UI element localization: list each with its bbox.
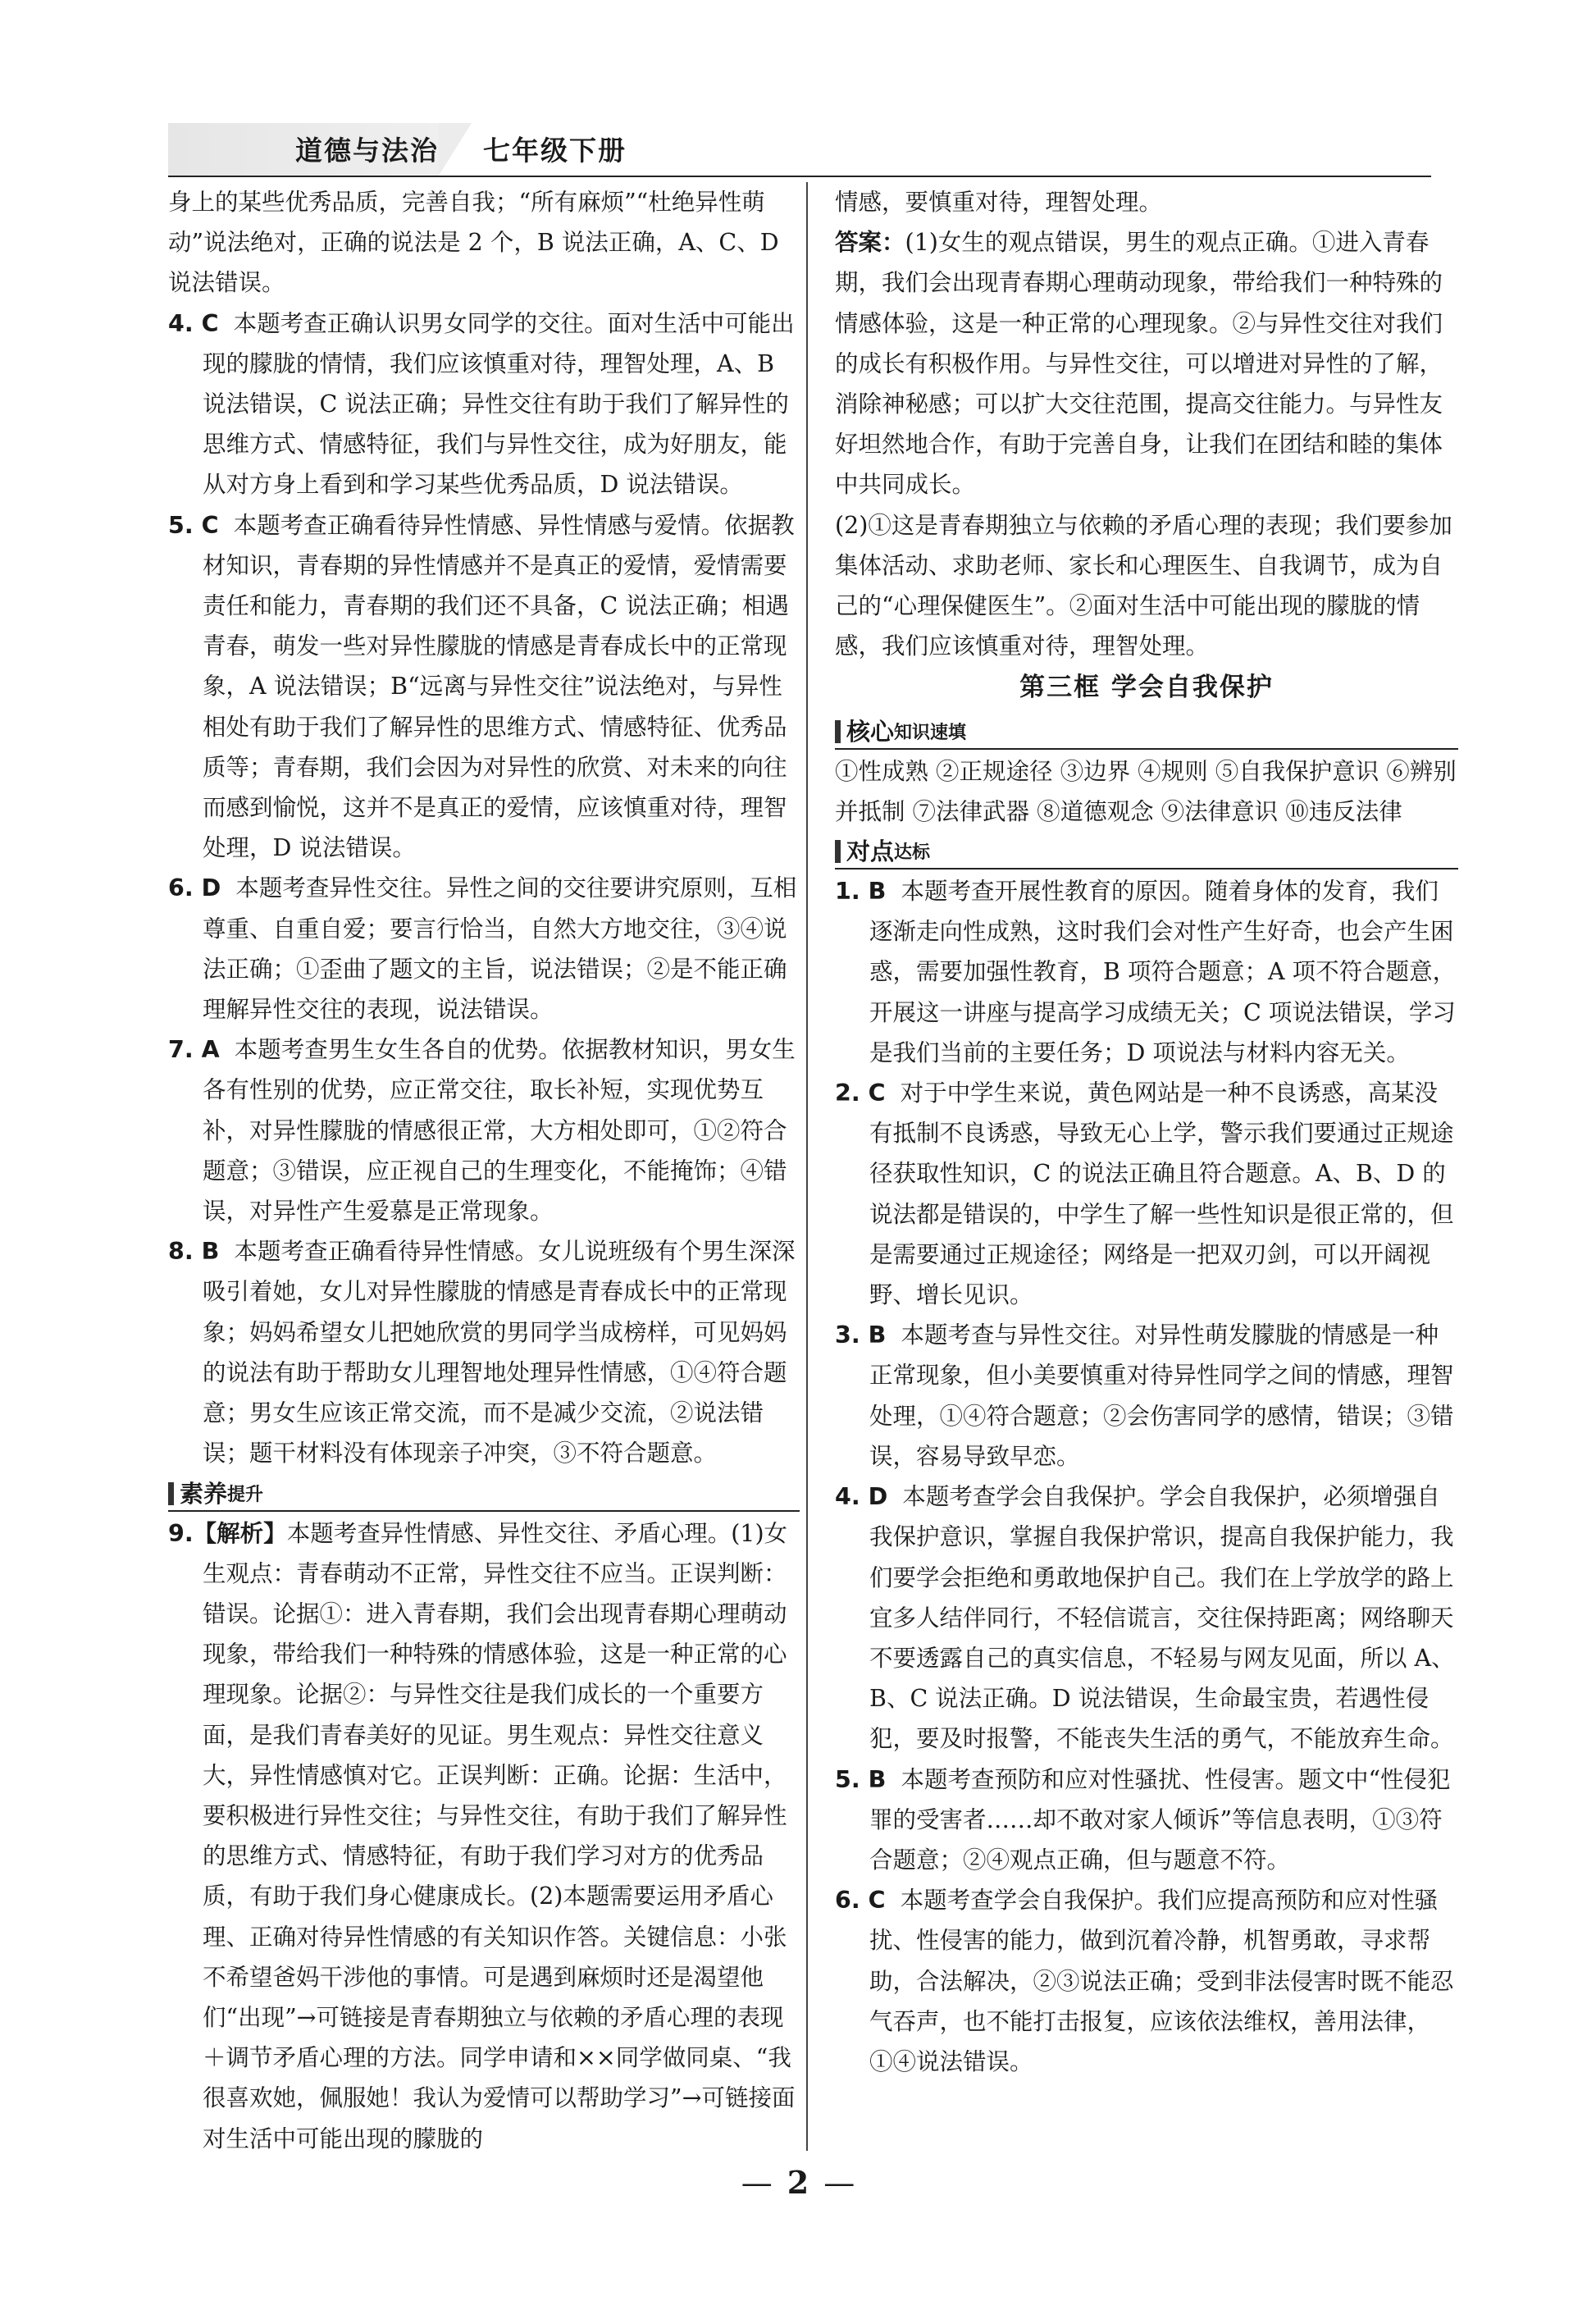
answer-text: 本题考查异性情感、异性交往、矛盾心理。(1)女生观点：青春萌动不正常，异性交往不应当。正误判断：错误。论据①：进入青春期，我们会出现青春期心理萌动现象，带给我们一种特殊的情感体验，这是一种正常的心理现象。论据②：与异性交往是我们成长的一个重要方面，是我们青春美好的见证。男生观点：异性交往意义大，异性情感慎对它。正误判断：正确。论据：生活中，要积极进行异性交往；与异性交往，有助于我们了解异性的思维方式、情感特征，有助于我们学习对方的优秀品质，有助于我们身心健康成长。(2)本题需要运用矛盾心理、正确对待异性情感的有关知识作答。关键信息：小张不希望爸妈干涉他的事情。可是遇到麻烦时还是渴望他们“出现”→可链接是青春期独立与依赖的矛盾心理的表现＋调节矛盾心理的方法。同学申请和××同学做同桌、“我很喜欢她，佩服她！我认为爱情可以帮助学习”→可链接面对生活中可能出现的朦胧的	[203, 1519, 796, 2152]
page-header-title: 道德与法治 七年级下册	[295, 135, 627, 167]
page-dash-right: —	[823, 2165, 855, 2201]
section-heading-sub: 提升	[227, 1483, 264, 1505]
answer-text: 本题考查正确认识男女同学的交往。面对生活中可能出现的朦胧的情情，我们应该慎重对待，理智处理，A、B 说法错误，C 说法正确；异性交往有助于我们了解异性的思维方式、情感特征，我们与异性交往，成为好朋友，能从对方身上看到和学习某些优秀品质，D 说法错误。	[203, 309, 795, 499]
answer-number: 4. C	[168, 309, 219, 337]
section-heading-duidian	[835, 832, 1458, 870]
answer-entry	[168, 1231, 800, 1473]
section-heading-main: 核心	[846, 717, 895, 746]
section-heading-suyang	[168, 1474, 800, 1512]
answer-text: 本题考查男生女生各自的优势。依据教材知识，男女生各有性别的优势，应正常交往，取长补短，实现优势互补，对异性朦胧的情感很正常，大方相处即可，①②符合题意；③错误，应正视自己的生理变化，不能掩饰；④错误，对异性产生爱慕是正常现象。	[203, 1036, 796, 1226]
left-column	[168, 182, 800, 2159]
section-heading-sub: 知识速填	[894, 721, 967, 743]
answer-text: 对于中学生来说，黄色网站是一种不良诱惑，高某没有抵制不良诱惑，导致无心上学，警示我们要通过正规途径获取性知识，C 的说法正确且符合题意。A、B、D 的说法都是错误的，中学生了解一些性知识是很正常的，但是需要通过正规途径；网络是一把双刃剑，可以开阔视野、增长见识。	[869, 1079, 1454, 1309]
knowledge-fill-answers: ①性成熟 ②正规途径 ③边界 ④规则 ⑤自我保护意识 ⑥辨别并抵制 ⑦法律武器 ⑧道德观念 ⑨法律意识 ⑩违反法律	[835, 757, 1457, 825]
answer-number: 5. C	[168, 511, 219, 539]
answer-entry	[168, 868, 800, 1029]
section-heading-hexin	[835, 712, 1458, 750]
answer-number: 9.	[168, 1519, 194, 1547]
answer-number: 4. D	[835, 1483, 888, 1511]
answer-entry	[835, 1880, 1458, 2082]
header-rule	[168, 176, 1431, 177]
answer-number: 1. B	[835, 878, 887, 906]
answer-number: 7. A	[168, 1036, 220, 1064]
section-heading-main: 对点	[846, 838, 895, 866]
section-heading-sub: 达标	[894, 842, 931, 864]
column-divider	[806, 182, 808, 2151]
answer-number: 5. B	[835, 1765, 887, 1793]
answer-text: (1)女生的观点错误，男生的观点正确。①进入青春期，我们会出现青春期心理萌动现象，带给我们一种特殊的情感体验，这是一种正常的心理现象。②与异性交往对我们的成长有积极作用。与异性交往，可以增进对异性的了解，消除神秘感；可以扩大交往范围，提高交往能力。与异性友好坦然地合作，有助于完善自身，让我们在团结和睦的集体中共同成长。	[835, 229, 1443, 499]
answer-text: 本题考查异性交往。异性之间的交往要讲究原则，互相尊重、自重自爱；要言行恰当，自然大方地交往，③④说法正确；①歪曲了题文的主旨，说法错误；②是不能正确理解异性交往的表现，说法错误。	[203, 874, 797, 1024]
answer-text: 本题考查正确看待异性情感、异性情感与爱情。依据教材知识，青春期的异性情感并不是真正的爱情，爱情需要责任和能力，青春期的我们还不具备，C 说法正确；相遇青春，萌发一些对异性朦胧的情感是青春成长中的正常现象，A 说法错误；B“远离与异性交往”说法绝对，与异性相处有助于我们了解异性的思维方式、情感特征、优秀品质等；青春期，我们会因为对异性的欣赏、对未来的向往而感到愉悦，这并不是真正的爱情，应该慎重对待，理智处理，D 说法错误。	[203, 511, 795, 862]
answer-number: 2. C	[835, 1079, 886, 1107]
section-heading-main: 素养	[180, 1479, 228, 1508]
answer-entry	[168, 304, 800, 505]
answer-number: 6. D	[168, 874, 221, 902]
answer-text: 本题考查学会自我保护。学会自我保护，必须增强自我保护意识，掌握自我保护常识，提高自我保护能力，我们要学会拒绝和勇敢地保护自己。我们在上学放学的路上宜多人结伴同行，不轻信谎言，交往保持距离；网络聊天不要透露自己的真实信息，不轻易与网友见面，所以 A、B、C 说法正确。D 说法错误，生命最宝贵，若遇性侵犯，要及时报警，不能丧失生活的勇气，不能放弃生命。	[869, 1483, 1455, 1753]
section-marker	[835, 720, 841, 743]
answer-entry-q9	[168, 1513, 800, 2159]
answer-block	[835, 222, 1458, 504]
answer-entry	[835, 1073, 1458, 1315]
answer-number: 3. B	[835, 1321, 887, 1349]
section-title: 第三框 学会自我保护	[1019, 673, 1274, 703]
answer-label: 答案：	[835, 229, 905, 257]
answer-entry	[168, 1029, 800, 1231]
page-number-value: 2	[787, 2164, 809, 2201]
page-number	[0, 2164, 1596, 2201]
section-marker	[835, 840, 841, 863]
page-dash-left: —	[741, 2165, 773, 2201]
continuation-text: 情感，要慎重对待，理智处理。	[835, 189, 1163, 216]
answer-text: 本题考查预防和应对性骚扰、性侵害。题文中“性侵犯罪的受害者……却不敢对家人倾诉”等信息表明，①③符合题意；②④观点正确，但与题意不符。	[869, 1765, 1451, 1874]
answer-entry	[835, 871, 1458, 1073]
answer-text: 本题考查学会自我保护。我们应提高预防和应对性骚扰、性侵害的能力，做到沉着冷静，机智勇敢，寻求帮助，合法解决，②③说法正确；受到非法侵害时既不能忍气吞声，也不能打击报复，应该依法维权，善用法律，①④说法错误。	[869, 1887, 1454, 2075]
analysis-label: 【解析】	[193, 1519, 287, 1547]
answer-number: 6. C	[835, 1887, 886, 1915]
answer-text-part2: (2)①这是青春期独立与依赖的矛盾心理的表现；我们要参加集体活动、求助老师、家长和心理医生、自我调节，成为自己的“心理保健医生”。②面对生活中可能出现的朦胧的情感，我们应该慎重对待，理智处理。	[835, 511, 1452, 660]
answer-text: 本题考查开展性教育的原因。随着身体的发育，我们逐渐走向性成熟，这时我们会对性产生好奇，也会产生困惑，需要加强性教育，B 项符合题意；A 项不符合题意，开展这一讲座与提高学习成绩无关；C 项说法错误，学习是我们当前的主要任务；D 项说法与材料内容无关。	[869, 878, 1457, 1066]
answer-entry	[168, 505, 800, 869]
answer-number: 8. B	[168, 1238, 220, 1266]
answer-entry	[835, 1477, 1458, 1759]
answer-text: 本题考查正确看待异性情感。女儿说班级有个男生深深吸引着她，女儿对异性朦胧的情感是青春成长中的正常现象；妈妈希望女儿把她欣赏的男同学当成榜样，可见妈妈的说法有助于帮助女儿理智地处理异性情感，①④符合题意；男女生应该正常交流，而不是减少交流，②说法错误；题干材料没有体现亲子冲突，③不符合题意。	[203, 1238, 796, 1467]
continuation-text: 身上的某些优秀品质，完善自我；“所有麻烦”“杜绝异性萌动”说法绝对，正确的说法是 2 个，B 说法正确，A、C、D 说法错误。	[168, 189, 779, 297]
section-marker	[168, 1482, 174, 1505]
answer-entry	[835, 1760, 1458, 1881]
answer-text: 本题考查与异性交往。对异性萌发朦胧的情感是一种正常现象，但小美要慎重对待异性同学之间的情感，理智处理，①④符合题意；②会伤害同学的感情，错误；③错误，容易导致早恋。	[869, 1321, 1454, 1470]
right-column	[835, 182, 1458, 2082]
answer-entry	[835, 1315, 1458, 1477]
